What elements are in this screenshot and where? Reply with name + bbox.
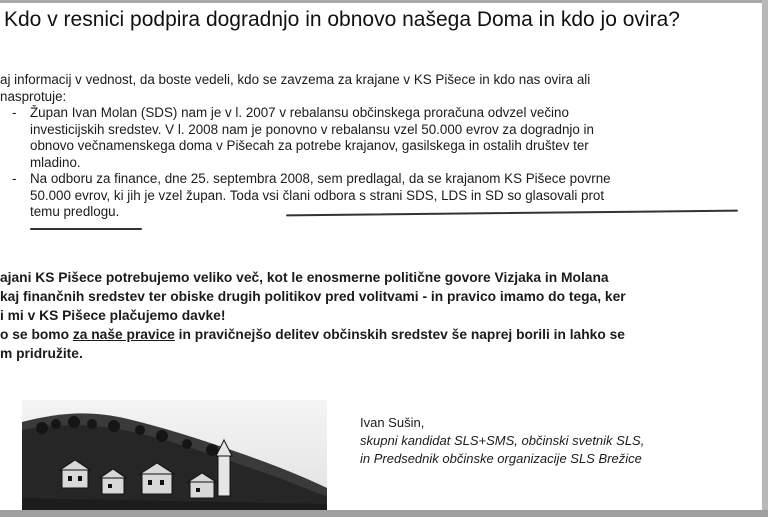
point-item-mayor — [0, 105, 752, 171]
point-line: - Na odboru za finance, dne 25. septembra 2008, sem predlagal, da se krajanom KS Pišece povrne — [30, 171, 611, 186]
closing-text-after: in pravičnejšo delitev občinskih sredstev še naprej borili in lahko se — [174, 327, 625, 342]
signature-name: Ivan Sušin, — [360, 415, 425, 430]
point-line: - Župan Ivan Molan (SDS) nam je v l. 2007 v rebalansu občinskega proračuna odvzel večino — [30, 105, 569, 120]
closing-last-line: m pridružite. — [0, 346, 83, 361]
scan-border-right — [762, 0, 768, 517]
closing-line — [0, 325, 760, 344]
signature-block — [360, 414, 644, 468]
appeal-line: kaj finančnih sredstev ter obiske drugih politikov pred volitvami - in pravico imamo do tega, ker — [0, 289, 626, 304]
appeal-line: i mi v KS Pišece plačujemo davke! — [0, 308, 226, 323]
point-line: mladino. — [30, 154, 81, 170]
appeal-line: ajani KS Pišece potrebujemo veliko več, kot le enosmerne politične govore Vizjaka in Molana — [0, 270, 609, 285]
points-list — [0, 105, 752, 221]
point-line: temu predlogu. — [30, 204, 120, 219]
point-line: 50.000 evrov, ki jih je vzel župan. Toda vsi člani odbora s strani SDS, LDS in SD so glasovali prot — [30, 187, 605, 203]
intro-line-1: aj informacij v vednost, da boste vedeli, kdo se zavzema za krajane v KS Pišece in kdo nas ovira ali — [0, 72, 591, 87]
intro-section — [0, 72, 752, 221]
village-landscape-photo — [22, 400, 327, 510]
closing-text-underlined: za naše pravice — [72, 327, 175, 342]
point-line: obnovo večnamenskega doma v Pišecah za potrebe krajanov, gasilskega in ostalih društev ter — [30, 138, 589, 153]
appeal-section — [0, 268, 760, 363]
document-title: Kdo v resnici podpira dogradnjo in obnovo našega Doma in kdo jo ovira? — [4, 8, 680, 31]
handwritten-underline-2 — [30, 228, 142, 230]
intro-line-2: nasprotuje: — [0, 88, 67, 104]
point-line: investicijskih sredstev. V l. 2008 nam je ponovno v rebalansu vzel 50.000 evrov za dogradnjo in — [30, 121, 594, 137]
closing-text-before: o se bomo — [0, 327, 73, 342]
signature-role-line: in Predsednik občinske organizacije SLS Brežice — [360, 451, 642, 466]
signature-role-line: skupni kandidat SLS+SMS, občinski svetnik SLS, — [360, 433, 645, 448]
scan-border-bottom — [0, 510, 768, 517]
scan-border-top — [0, 0, 768, 3]
